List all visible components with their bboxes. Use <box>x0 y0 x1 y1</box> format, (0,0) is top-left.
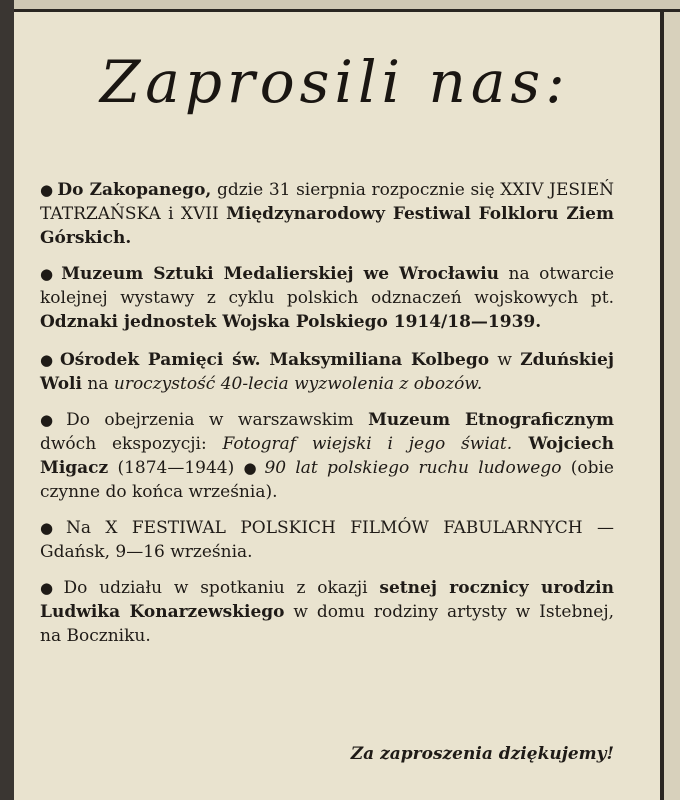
article-body <box>40 178 614 660</box>
item-text: w <box>489 350 521 370</box>
item-event: setnej rocznicy urodzin Ludwika Konarzewskiego <box>40 578 614 622</box>
list-item <box>40 262 614 334</box>
left-column-rule <box>0 0 14 800</box>
bullet-icon: ● <box>40 579 60 597</box>
item-text: na <box>81 374 114 394</box>
item-text: Do udziału w spotkaniu z okazji <box>63 578 380 598</box>
list-item <box>40 348 614 396</box>
closing-line: Za zaproszenia dziękujemy! <box>350 744 614 764</box>
item-institution: Ośrodek Pamięci św. Maksymiliana Kolbego <box>59 350 490 370</box>
list-item <box>40 178 614 250</box>
item-text: Do <box>57 180 90 200</box>
item-place: Zduńskiej Woli <box>40 350 614 394</box>
item-person: Wojciech Migacz <box>40 434 614 478</box>
item-text: na otwarcie kolejnej wystawy z cyklu polskich odznaczeń wojskowych pt. <box>40 264 614 308</box>
item-text: (1874—1944) <box>108 458 244 478</box>
item-text: Na X FESTIWAL POLSKICH FILMÓW FABULARNYCH — Gdańsk, 9—16 września. <box>40 518 614 562</box>
item-text: Do obejrzenia w warszawskim <box>66 410 369 430</box>
bullet-icon: ● <box>243 459 261 477</box>
bullet-icon: ● <box>40 411 63 429</box>
bullet-icon: ● <box>40 265 58 283</box>
list-item <box>40 576 614 648</box>
item-exhibition: Odznaki jednostek Wojska Polskiego 1914/18—1939. <box>40 312 542 332</box>
item-exhibition: 90 lat polskiego ruchu ludowego <box>264 458 562 478</box>
list-item <box>40 516 614 564</box>
item-exhibition: Fotograf wiejski i jego świat. <box>222 434 513 454</box>
bullet-icon: ● <box>40 519 63 537</box>
bullet-icon: ● <box>40 181 54 199</box>
item-event: uroczystość 40-lecia wyzwolenia z obozów. <box>113 374 483 394</box>
item-text: dwóch ekspozycji: <box>40 434 223 454</box>
bullet-icon: ● <box>40 351 56 369</box>
item-text: (obie czynne do końca września). <box>40 458 614 502</box>
item-place: Zakopanego, <box>89 180 212 200</box>
item-text: w domu rodziny artysty w Istebnej, na Boczniku. <box>40 602 615 646</box>
item-institution: Muzeum Etnograficznym <box>368 410 614 430</box>
top-rule <box>14 9 680 12</box>
item-event: Międzynarodowy Festiwal Folkloru Ziem Górskich. <box>40 204 614 248</box>
item-text: gdzie 31 sierpnia rozpocznie się XXIV JESIEŃ TATRZAŃSKA i XVII <box>40 180 615 224</box>
article-heading: Zaprosili nas: <box>100 48 570 116</box>
right-margin <box>664 12 680 800</box>
item-institution: Muzeum Sztuki Medalierskiej we Wrocławiu <box>61 264 500 284</box>
list-item <box>40 408 614 504</box>
